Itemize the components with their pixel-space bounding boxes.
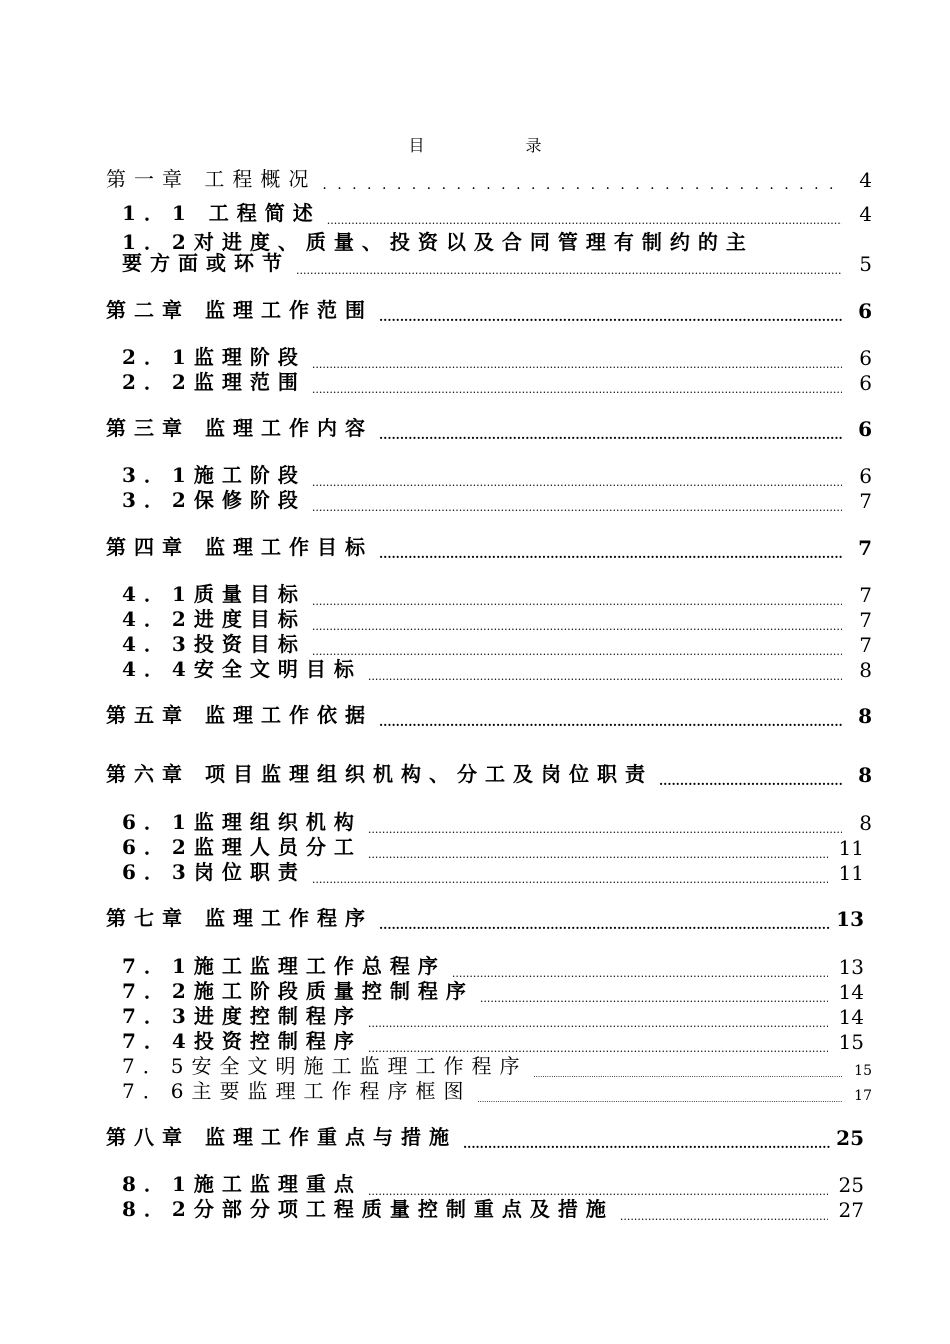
toc-entry-label: 第四章 监理工作目标: [106, 535, 373, 559]
toc-entry-page: 14: [838, 1005, 864, 1029]
toc-entry-chapter-1[interactable]: [106, 168, 872, 192]
toc-entry-2-2[interactable]: [122, 371, 872, 395]
toc-entry-page: 8: [858, 763, 872, 787]
toc-entry-7-6[interactable]: [122, 1080, 872, 1104]
toc-entry-page: 6: [859, 346, 872, 370]
toc-entry-label: 第二章 监理工作范围: [106, 298, 373, 322]
leader-dots: [379, 429, 842, 441]
toc-entry-label: 8．1施工监理重点: [122, 1172, 362, 1196]
leader-dots: [327, 215, 842, 226]
leader-dots: [312, 384, 842, 395]
leader-dots: [312, 646, 842, 657]
leader-dots: [368, 849, 828, 860]
toc-entry-page: 15: [854, 1063, 872, 1079]
toc-entry-4-4[interactable]: [122, 658, 872, 682]
toc-entry-label: 7．4投资控制程序: [122, 1029, 362, 1053]
toc-entry-label: 7．3进度控制程序: [122, 1004, 362, 1028]
toc-entry-chapter-2[interactable]: [106, 299, 872, 323]
leader-dots: [312, 359, 842, 370]
toc-entry-page: 7: [859, 608, 872, 632]
toc-entry-label: 3．1施工阶段: [122, 463, 306, 487]
leader-dots: [312, 477, 842, 488]
toc-entry-page: 8: [858, 704, 872, 728]
toc-entry-6-3[interactable]: [122, 861, 864, 885]
toc-entry-3-2[interactable]: [122, 489, 872, 513]
toc-entry-1-1[interactable]: [122, 202, 872, 226]
toc-entry-chapter-7[interactable]: [106, 907, 864, 931]
toc-entry-label: 7．6主要监理工作程序框图: [122, 1079, 472, 1103]
leader-dots: [379, 919, 830, 931]
toc-entry-label: 4．3投资目标: [122, 632, 306, 656]
toc-entry-label: 要方面或环节: [122, 251, 290, 275]
toc-entry-page: 6: [858, 299, 872, 323]
toc-entry-label: 4．1质量目标: [122, 582, 306, 606]
toc-entry-page: 25: [836, 1126, 864, 1150]
toc-entry-page: 15: [838, 1030, 864, 1054]
toc-entry-page: 7: [859, 583, 872, 607]
toc-entry-page: 27: [838, 1198, 864, 1222]
leader-dots: [368, 824, 842, 835]
toc-entry-page: 6: [858, 417, 872, 441]
leader-dots: [477, 1097, 842, 1104]
toc-title: 目 录: [408, 136, 590, 155]
leader-dots: [463, 1138, 830, 1150]
toc-entry-1-2[interactable]: [122, 252, 872, 276]
toc-entry-page: 11: [838, 836, 864, 860]
toc-entry-label: 3．2保修阶段: [122, 488, 306, 512]
leader-dots: [296, 265, 842, 276]
toc-entry-page: 4: [859, 202, 872, 226]
leader-dots: [452, 968, 828, 979]
toc-entry-label: 6．2监理人员分工: [122, 835, 362, 859]
toc-entry-page: 14: [838, 980, 864, 1004]
leader-dots: [312, 621, 842, 632]
toc-entry-label: 8．2分部分项工程质量控制重点及措施: [122, 1197, 614, 1221]
leader-dots: [659, 775, 842, 787]
toc-entry-page: 6: [859, 371, 872, 395]
leader-dots: [368, 1018, 828, 1029]
toc-entry-label: 第五章 监理工作依据: [106, 703, 373, 727]
toc-entry-label: 第八章 监理工作重点与措施: [106, 1125, 457, 1149]
toc-entry-page: 17: [854, 1088, 872, 1104]
toc-entry-label: 7．1施工监理工作总程序: [122, 954, 446, 978]
leader-dots: [368, 671, 842, 682]
leader-dots: [322, 178, 842, 192]
leader-dots: [480, 993, 828, 1004]
toc-entry-label: 7．2施工阶段质量控制程序: [122, 979, 474, 1003]
toc-entry-chapter-4[interactable]: [106, 536, 872, 560]
toc-entry-page: 6: [859, 464, 872, 488]
toc-entry-label: 第一章 工程概况: [106, 167, 317, 191]
toc-entry-label: 2．2监理范围: [122, 370, 306, 394]
toc-entry-page: 8: [859, 658, 872, 682]
toc-entry-page: 25: [838, 1173, 864, 1197]
leader-dots: [379, 548, 842, 560]
toc-entry-label: 6．3岗位职责: [122, 860, 306, 884]
toc-entry-chapter-6[interactable]: [106, 763, 872, 787]
toc-entry-page: 7: [859, 489, 872, 513]
toc-entry-page: 13: [836, 907, 864, 931]
toc-entry-page: 13: [838, 955, 864, 979]
toc-entry-label: 4．4安全文明目标: [122, 657, 362, 681]
toc-entry-label: 7．5安全文明施工监理工作程序: [122, 1054, 528, 1078]
toc-entry-label: 第七章 监理工作程序: [106, 906, 373, 930]
toc-entry-chapter-8[interactable]: [106, 1126, 864, 1150]
toc-entry-label: 6．1监理组织机构: [122, 810, 362, 834]
toc-entry-label: 第三章 监理工作内容: [106, 416, 373, 440]
toc-entry-label: 1．1 工程简述: [122, 201, 321, 225]
toc-entry-label: 4．2进度目标: [122, 607, 306, 631]
toc-entry-page: 7: [858, 536, 872, 560]
leader-dots: [379, 716, 842, 728]
toc-entry-chapter-5[interactable]: [106, 704, 872, 728]
toc-entry-page: 11: [838, 861, 864, 885]
leader-dots: [379, 311, 842, 323]
leader-dots: [620, 1211, 828, 1222]
toc-entry-1-2-line1[interactable]: 1．2对进度、质量、投资以及合同管理有制约的主: [122, 230, 754, 254]
toc-entry-page: 7: [859, 633, 872, 657]
leader-dots: [312, 502, 842, 513]
toc-entry-label: 2．1监理阶段: [122, 345, 306, 369]
toc-entry-8-2[interactable]: [122, 1198, 864, 1222]
toc-entry-page: 4: [859, 168, 872, 192]
toc-entry-page: 8: [859, 811, 872, 835]
toc-entry-page: 5: [859, 252, 872, 276]
leader-dots: [312, 596, 842, 607]
toc-entry-chapter-3[interactable]: [106, 417, 872, 441]
leader-dots: [312, 874, 828, 885]
toc-entry-label: 第六章 项目监理组织机构、分工及岗位职责: [106, 762, 653, 786]
leader-dots: [533, 1072, 842, 1079]
